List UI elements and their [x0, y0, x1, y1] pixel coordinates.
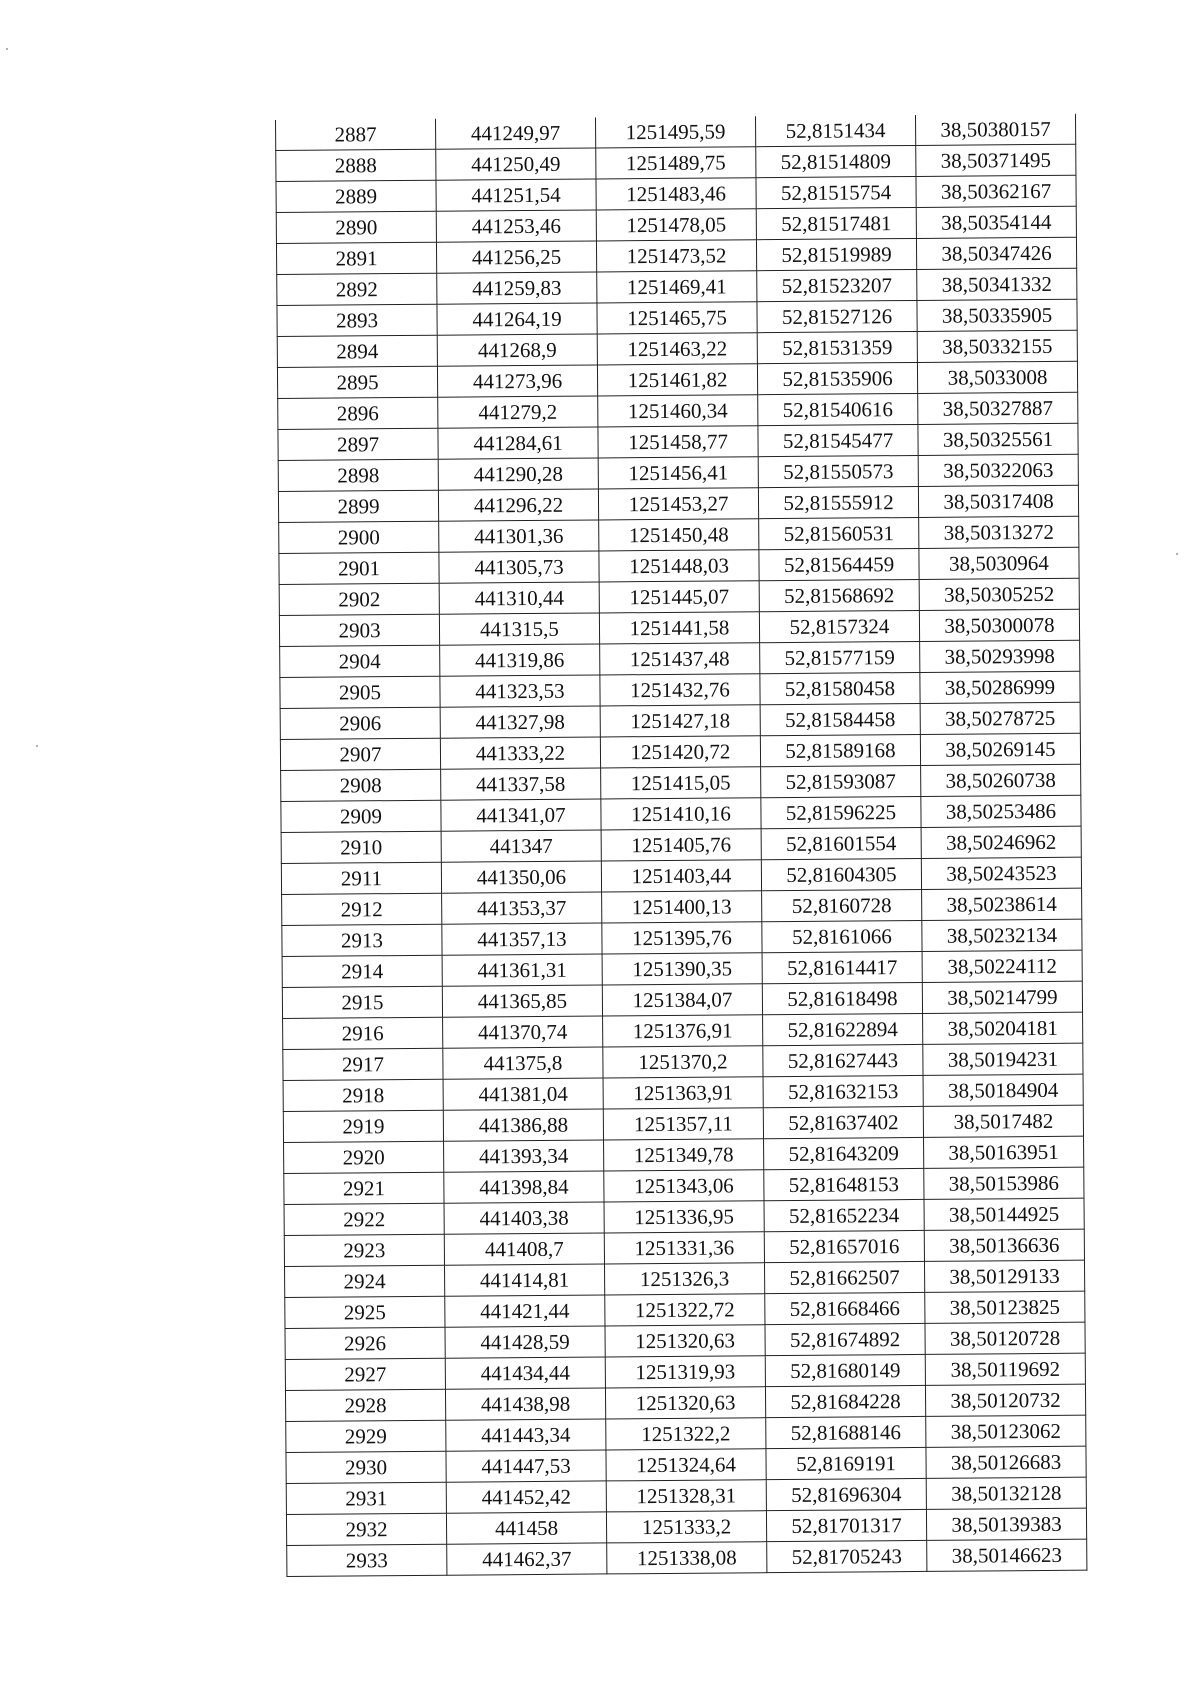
coordinates-table-body	[275, 114, 1086, 1577]
y-coordinate-cell: 1251420,72	[600, 736, 760, 768]
point-number-cell: 2920	[284, 1141, 444, 1173]
point-number-cell: 2924	[285, 1265, 445, 1297]
latitude-cell: 52,81527126	[757, 300, 917, 332]
y-coordinate-cell: 1251489,75	[596, 147, 756, 179]
longitude-cell: 38,50129133	[924, 1260, 1084, 1292]
y-coordinate-cell: 1251390,35	[602, 953, 762, 985]
scan-speck	[1176, 553, 1178, 555]
x-coordinate-cell: 441337,58	[441, 768, 601, 800]
point-number-cell: 2908	[281, 769, 441, 801]
x-coordinate-cell: 441249,97	[435, 117, 595, 149]
longitude-cell: 38,5030964	[919, 547, 1079, 579]
latitude-cell: 52,81555912	[758, 486, 918, 518]
longitude-cell: 38,50269145	[920, 733, 1080, 765]
y-coordinate-cell: 1251495,59	[595, 116, 755, 148]
longitude-cell: 38,50253486	[921, 795, 1081, 827]
y-coordinate-cell: 1251469,41	[597, 271, 757, 303]
point-number-cell: 2917	[283, 1048, 443, 1080]
y-coordinate-cell: 1251458,77	[598, 426, 758, 458]
point-number-cell: 2890	[276, 211, 436, 243]
point-number-cell: 2899	[278, 490, 438, 522]
latitude-cell: 52,81618498	[762, 982, 922, 1014]
longitude-cell: 38,50354144	[916, 206, 1076, 238]
y-coordinate-cell: 1251437,48	[600, 643, 760, 675]
point-number-cell: 2906	[280, 707, 440, 739]
longitude-cell: 38,50204181	[923, 1012, 1083, 1044]
point-number-cell: 2904	[280, 645, 440, 677]
latitude-cell: 52,8169191	[766, 1447, 926, 1479]
latitude-cell: 52,8160728	[762, 889, 922, 921]
x-coordinate-cell: 441386,88	[443, 1109, 603, 1141]
point-number-cell: 2902	[279, 583, 439, 615]
longitude-cell: 38,50362167	[916, 175, 1076, 207]
y-coordinate-cell: 1251463,22	[597, 333, 757, 365]
y-coordinate-cell: 1251322,2	[606, 1418, 766, 1450]
point-number-cell: 2918	[283, 1079, 443, 1111]
x-coordinate-cell: 441296,22	[438, 489, 598, 521]
x-coordinate-cell: 441458	[446, 1512, 606, 1544]
latitude-cell: 52,81705243	[767, 1540, 927, 1572]
y-coordinate-cell: 1251333,2	[606, 1511, 766, 1543]
longitude-cell: 38,50278725	[920, 702, 1080, 734]
point-number-cell: 2903	[279, 614, 439, 646]
x-coordinate-cell: 441310,44	[439, 582, 599, 614]
longitude-cell: 38,50305252	[919, 578, 1079, 610]
x-coordinate-cell: 441347	[441, 830, 601, 862]
y-coordinate-cell: 1251427,18	[600, 705, 760, 737]
y-coordinate-cell: 1251370,2	[603, 1046, 763, 1078]
point-number-cell: 2931	[286, 1482, 446, 1514]
longitude-cell: 38,50224112	[922, 950, 1082, 982]
longitude-cell: 38,50120728	[925, 1322, 1085, 1354]
longitude-cell: 38,50335905	[917, 299, 1077, 331]
x-coordinate-cell: 441250,49	[436, 148, 596, 180]
point-number-cell: 2893	[277, 304, 437, 336]
latitude-cell: 52,81596225	[761, 796, 921, 828]
x-coordinate-cell: 441350,06	[441, 861, 601, 893]
y-coordinate-cell: 1251349,78	[604, 1139, 764, 1171]
latitude-cell: 52,81589168	[760, 734, 920, 766]
longitude-cell: 38,50194231	[923, 1043, 1083, 1075]
point-number-cell: 2905	[280, 676, 440, 708]
x-coordinate-cell: 441443,34	[446, 1419, 606, 1451]
x-coordinate-cell: 441315,5	[439, 613, 599, 645]
x-coordinate-cell: 441301,36	[439, 520, 599, 552]
point-number-cell: 2887	[275, 119, 435, 151]
longitude-cell: 38,50313272	[919, 516, 1079, 548]
point-number-cell: 2911	[281, 862, 441, 894]
y-coordinate-cell: 1251410,16	[601, 798, 761, 830]
latitude-cell: 52,81601554	[761, 827, 921, 859]
longitude-cell: 38,50144925	[924, 1198, 1084, 1230]
latitude-cell: 52,81564459	[759, 548, 919, 580]
point-number-cell: 2897	[278, 428, 438, 460]
point-number-cell: 2910	[281, 831, 441, 863]
latitude-cell: 52,81637402	[763, 1106, 923, 1138]
x-coordinate-cell: 441393,34	[444, 1140, 604, 1172]
x-coordinate-cell: 441403,38	[444, 1202, 604, 1234]
point-number-cell: 2925	[285, 1296, 445, 1328]
x-coordinate-cell: 441333,22	[440, 737, 600, 769]
latitude-cell: 52,81680149	[765, 1354, 925, 1386]
latitude-cell: 52,81540616	[758, 393, 918, 425]
point-number-cell: 2914	[282, 955, 442, 987]
longitude-cell: 38,50132128	[926, 1477, 1086, 1509]
longitude-cell: 38,50293998	[920, 640, 1080, 672]
point-number-cell: 2891	[276, 242, 436, 274]
longitude-cell: 38,5017482	[923, 1105, 1083, 1137]
latitude-cell: 52,81622894	[763, 1013, 923, 1045]
latitude-cell: 52,81560531	[759, 517, 919, 549]
latitude-cell: 52,8161066	[762, 920, 922, 952]
y-coordinate-cell: 1251328,31	[606, 1480, 766, 1512]
point-number-cell: 2898	[278, 459, 438, 491]
longitude-cell: 38,50214799	[922, 981, 1082, 1013]
latitude-cell: 52,81604305	[761, 858, 921, 890]
point-number-cell: 2922	[284, 1203, 444, 1235]
longitude-cell: 38,50300078	[919, 609, 1079, 641]
latitude-cell: 52,81632153	[763, 1075, 923, 1107]
point-number-cell: 2930	[286, 1451, 446, 1483]
table-row	[287, 1539, 1087, 1576]
point-number-cell: 2921	[284, 1172, 444, 1204]
latitude-cell: 52,81523207	[757, 269, 917, 301]
latitude-cell: 52,81577159	[760, 641, 920, 673]
y-coordinate-cell: 1251460,34	[598, 395, 758, 427]
point-number-cell: 2894	[277, 335, 437, 367]
latitude-cell: 52,81550573	[758, 455, 918, 487]
latitude-cell: 52,81568692	[759, 579, 919, 611]
y-coordinate-cell: 1251415,05	[601, 767, 761, 799]
x-coordinate-cell: 441256,25	[436, 241, 596, 273]
longitude-cell: 38,50286999	[920, 671, 1080, 703]
y-coordinate-cell: 1251456,41	[598, 457, 758, 489]
point-number-cell: 2907	[280, 738, 440, 770]
longitude-cell: 38,50371495	[916, 144, 1076, 176]
y-coordinate-cell: 1251331,36	[604, 1232, 764, 1264]
point-number-cell: 2933	[287, 1544, 447, 1576]
point-number-cell: 2913	[282, 924, 442, 956]
y-coordinate-cell: 1251376,91	[603, 1015, 763, 1047]
longitude-cell: 38,50238614	[922, 888, 1082, 920]
y-coordinate-cell: 1251465,75	[597, 302, 757, 334]
longitude-cell: 38,50120732	[925, 1384, 1085, 1416]
longitude-cell: 38,50184904	[923, 1074, 1083, 1106]
latitude-cell: 52,81688146	[766, 1416, 926, 1448]
latitude-cell: 52,81580458	[760, 672, 920, 704]
latitude-cell: 52,81519989	[756, 238, 916, 270]
longitude-cell: 38,50146623	[927, 1539, 1087, 1571]
latitude-cell: 52,81668466	[765, 1292, 925, 1324]
latitude-cell: 52,81614417	[762, 951, 922, 983]
longitude-cell: 38,50380157	[915, 114, 1075, 146]
point-number-cell: 2919	[283, 1110, 443, 1142]
y-coordinate-cell: 1251403,44	[601, 860, 761, 892]
x-coordinate-cell: 441290,28	[438, 458, 598, 490]
y-coordinate-cell: 1251324,64	[606, 1449, 766, 1481]
latitude-cell: 52,81517481	[756, 207, 916, 239]
longitude-cell: 38,50332155	[917, 330, 1077, 362]
longitude-cell: 38,5033008	[917, 361, 1077, 393]
x-coordinate-cell: 441428,59	[445, 1326, 605, 1358]
latitude-cell: 52,81684228	[765, 1385, 925, 1417]
scan-speck	[6, 48, 8, 50]
latitude-cell: 52,81514809	[756, 145, 916, 177]
y-coordinate-cell: 1251343,06	[604, 1170, 764, 1202]
x-coordinate-cell: 441259,83	[437, 272, 597, 304]
longitude-cell: 38,50232134	[922, 919, 1082, 951]
x-coordinate-cell: 441353,37	[442, 892, 602, 924]
latitude-cell: 52,81545477	[758, 424, 918, 456]
latitude-cell: 52,81535906	[757, 362, 917, 394]
latitude-cell: 52,81593087	[761, 765, 921, 797]
y-coordinate-cell: 1251320,63	[605, 1387, 765, 1419]
latitude-cell: 52,81657016	[764, 1230, 924, 1262]
x-coordinate-cell: 441462,37	[447, 1543, 607, 1575]
x-coordinate-cell: 441361,31	[442, 954, 602, 986]
point-number-cell: 2912	[282, 893, 442, 925]
y-coordinate-cell: 1251441,58	[599, 612, 759, 644]
y-coordinate-cell: 1251450,48	[599, 519, 759, 551]
point-number-cell: 2926	[285, 1327, 445, 1359]
latitude-cell: 52,8151434	[755, 115, 915, 147]
x-coordinate-cell: 441323,53	[440, 675, 600, 707]
latitude-cell: 52,81584458	[760, 703, 920, 735]
x-coordinate-cell: 441251,54	[436, 179, 596, 211]
x-coordinate-cell: 441305,73	[439, 551, 599, 583]
latitude-cell: 52,81701317	[766, 1509, 926, 1541]
x-coordinate-cell: 441273,96	[437, 365, 597, 397]
point-number-cell: 2928	[285, 1389, 445, 1421]
longitude-cell: 38,50246962	[921, 826, 1081, 858]
x-coordinate-cell: 441268,9	[437, 334, 597, 366]
y-coordinate-cell: 1251338,08	[607, 1542, 767, 1574]
x-coordinate-cell: 441452,42	[446, 1481, 606, 1513]
scan-speck	[36, 745, 38, 747]
latitude-cell: 52,81531359	[757, 331, 917, 363]
latitude-cell: 52,81515754	[756, 176, 916, 208]
x-coordinate-cell: 441279,2	[438, 396, 598, 428]
x-coordinate-cell: 441357,13	[442, 923, 602, 955]
latitude-cell: 52,81648153	[764, 1168, 924, 1200]
x-coordinate-cell: 441438,98	[445, 1388, 605, 1420]
x-coordinate-cell: 441398,84	[444, 1171, 604, 1203]
y-coordinate-cell: 1251322,72	[605, 1294, 765, 1326]
y-coordinate-cell: 1251405,76	[601, 829, 761, 861]
longitude-cell: 38,50327887	[918, 392, 1078, 424]
x-coordinate-cell: 441447,53	[446, 1450, 606, 1482]
point-number-cell: 2915	[282, 986, 442, 1018]
x-coordinate-cell: 441375,8	[443, 1047, 603, 1079]
longitude-cell: 38,50123825	[925, 1291, 1085, 1323]
longitude-cell: 38,50260738	[921, 764, 1081, 796]
point-number-cell: 2909	[281, 800, 441, 832]
x-coordinate-cell: 441365,85	[442, 985, 602, 1017]
latitude-cell: 52,81627443	[763, 1044, 923, 1076]
point-number-cell: 2927	[285, 1358, 445, 1390]
x-coordinate-cell: 441284,61	[438, 427, 598, 459]
y-coordinate-cell: 1251478,05	[596, 209, 756, 241]
longitude-cell: 38,50322063	[918, 454, 1078, 486]
x-coordinate-cell: 441319,86	[440, 644, 600, 676]
y-coordinate-cell: 1251384,07	[602, 984, 762, 1016]
point-number-cell: 2900	[279, 521, 439, 553]
y-coordinate-cell: 1251483,46	[596, 178, 756, 210]
longitude-cell: 38,50347426	[916, 237, 1076, 269]
point-number-cell: 2916	[283, 1017, 443, 1049]
y-coordinate-cell: 1251445,07	[599, 581, 759, 613]
point-number-cell: 2892	[277, 273, 437, 305]
y-coordinate-cell: 1251326,3	[604, 1263, 764, 1295]
x-coordinate-cell: 441414,81	[444, 1264, 604, 1296]
latitude-cell: 52,8157324	[759, 610, 919, 642]
point-number-cell: 2929	[286, 1420, 446, 1452]
y-coordinate-cell: 1251319,93	[605, 1356, 765, 1388]
longitude-cell: 38,50317408	[918, 485, 1078, 517]
latitude-cell: 52,81652234	[764, 1199, 924, 1231]
longitude-cell: 38,50136636	[924, 1229, 1084, 1261]
longitude-cell: 38,50126683	[926, 1446, 1086, 1478]
point-number-cell: 2896	[278, 397, 438, 429]
longitude-cell: 38,50153986	[924, 1167, 1084, 1199]
longitude-cell: 38,50119692	[925, 1353, 1085, 1385]
y-coordinate-cell: 1251336,95	[604, 1201, 764, 1233]
y-coordinate-cell: 1251453,27	[598, 488, 758, 520]
point-number-cell: 2932	[286, 1513, 446, 1545]
y-coordinate-cell: 1251320,63	[605, 1325, 765, 1357]
x-coordinate-cell: 441264,19	[437, 303, 597, 335]
longitude-cell: 38,50123062	[926, 1415, 1086, 1447]
latitude-cell: 52,81662507	[764, 1261, 924, 1293]
y-coordinate-cell: 1251448,03	[599, 550, 759, 582]
x-coordinate-cell: 441327,98	[440, 706, 600, 738]
point-number-cell: 2889	[276, 180, 436, 212]
x-coordinate-cell: 441381,04	[443, 1078, 603, 1110]
point-number-cell: 2888	[276, 149, 436, 181]
x-coordinate-cell: 441253,46	[436, 210, 596, 242]
x-coordinate-cell: 441341,07	[441, 799, 601, 831]
y-coordinate-cell: 1251400,13	[602, 891, 762, 923]
point-number-cell: 2901	[279, 552, 439, 584]
y-coordinate-cell: 1251357,11	[603, 1108, 763, 1140]
longitude-cell: 38,50243523	[921, 857, 1081, 889]
coordinates-table	[275, 114, 1087, 1577]
point-number-cell: 2895	[277, 366, 437, 398]
latitude-cell: 52,81643209	[764, 1137, 924, 1169]
x-coordinate-cell: 441421,44	[445, 1295, 605, 1327]
latitude-cell: 52,81696304	[766, 1478, 926, 1510]
longitude-cell: 38,50163951	[924, 1136, 1084, 1168]
y-coordinate-cell: 1251461,82	[597, 364, 757, 396]
y-coordinate-cell: 1251473,52	[596, 240, 756, 272]
longitude-cell: 38,50325561	[918, 423, 1078, 455]
point-number-cell: 2923	[284, 1234, 444, 1266]
x-coordinate-cell: 441434,44	[445, 1357, 605, 1389]
longitude-cell: 38,50341332	[917, 268, 1077, 300]
y-coordinate-cell: 1251432,76	[600, 674, 760, 706]
latitude-cell: 52,81674892	[765, 1323, 925, 1355]
x-coordinate-cell: 441408,7	[444, 1233, 604, 1265]
x-coordinate-cell: 441370,74	[443, 1016, 603, 1048]
y-coordinate-cell: 1251363,91	[603, 1077, 763, 1109]
y-coordinate-cell: 1251395,76	[602, 922, 762, 954]
longitude-cell: 38,50139383	[926, 1508, 1086, 1540]
